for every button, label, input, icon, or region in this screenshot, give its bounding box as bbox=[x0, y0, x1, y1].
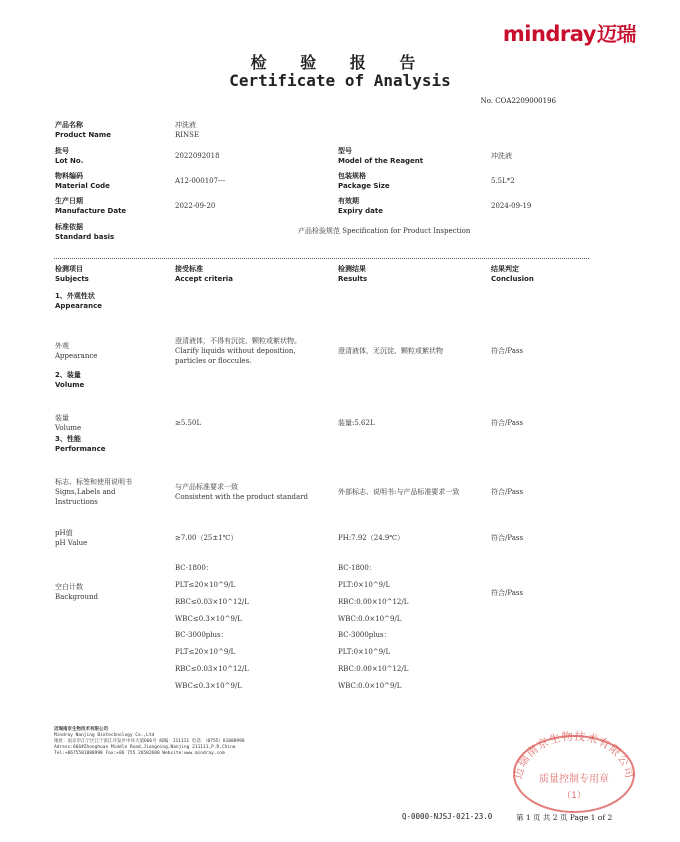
bc3000-results: BC-3000plus： PLT:0×10^9/L RBC:0.00×10^12/L WBC:0.0×10^9/L bbox=[338, 631, 409, 690]
ph-subject: pH值 pH Value bbox=[55, 529, 88, 547]
lot-no-value: 2022092018 bbox=[175, 152, 220, 160]
volume-conclusion: 符合/Pass bbox=[491, 419, 524, 427]
quality-control-stamp bbox=[508, 722, 640, 814]
footer-company-info: 迈瑞南京生物技术有限公司 Mindray Nanjing Biotechnology Co.,Ltd 地址：南京市江宁区江宁滨江开发区中环大道666号 邮编：211111 电话：（0755）81888998 Adress:666#Zhonghuan Middle Road,Jiangning,Nanjing 211111,P.R.China Tel:+8675581888998 Fax:+86 755 26582680 Website:www.mindray.com bbox=[54, 727, 245, 756]
ph-conclusion: 符合/Pass bbox=[491, 534, 524, 542]
document-number: No. COA2209000196 bbox=[480, 97, 556, 105]
product-name-value: 冲洗液 RINSE bbox=[175, 121, 200, 139]
labels-conclusion: 符合/Pass bbox=[491, 488, 524, 496]
model-label: 型号 Model of the Reagent bbox=[338, 147, 424, 165]
volume-result: 装量:5.62L bbox=[338, 419, 375, 427]
ph-result: PH:7.92（24.9℃） bbox=[338, 534, 405, 542]
appearance-subject: 外观 Appearance bbox=[55, 342, 98, 360]
manufacture-date-value: 2022-09-20 bbox=[175, 202, 216, 210]
expiry-date-label: 有效期 Expiry date bbox=[338, 197, 383, 215]
form-number: Q-0000-NJSJ-021-23.0 bbox=[402, 812, 493, 821]
col-subjects: 检测项目 Subjects bbox=[55, 265, 89, 283]
material-code-label: 物料编码 Material Code bbox=[55, 172, 110, 190]
section-volume: 2、装量 Volume bbox=[55, 371, 85, 389]
labels-subject: 标志、标签和使用说明书 Signs,Labels and Instructions bbox=[55, 478, 132, 506]
ph-criteria: ≥7.00（25±1℃） bbox=[175, 534, 238, 542]
title-english: Certificate of Analysis bbox=[229, 71, 451, 90]
volume-criteria: ≥5.50L bbox=[175, 419, 202, 427]
background-conclusion: 符合/Pass bbox=[491, 589, 524, 597]
background-subject: 空白计数 Background bbox=[55, 583, 99, 601]
stamp-number: （1） bbox=[562, 791, 586, 801]
labels-criteria: 与产品标准要求一致 Consistent with the product standard bbox=[175, 483, 309, 501]
package-size-label: 包装规格 Package Size bbox=[338, 172, 390, 190]
col-results: 检测结果 Results bbox=[338, 265, 368, 283]
expiry-date-value: 2024-09-19 bbox=[491, 202, 532, 210]
mindray-logo bbox=[503, 18, 636, 47]
col-conclusion: 结果判定 Conclusion bbox=[491, 265, 534, 283]
appearance-conclusion: 符合/Pass bbox=[491, 347, 524, 355]
manufacture-date-label: 生产日期 Manufacture Date bbox=[55, 197, 127, 215]
bc1800-criteria: BC-1800： PLT≤20×10^9/L RBC≤0.03×10^12/L WBC≤0.3×10^9/L bbox=[175, 564, 249, 623]
product-name-label: 产品名称 Product Name bbox=[55, 121, 111, 139]
model-value: 冲洗液 bbox=[491, 152, 512, 160]
material-code-value: A12-000107--- bbox=[175, 177, 226, 185]
page-number: 第 1 页 共 2 页 Page 1 of 2 bbox=[516, 813, 613, 822]
labels-result: 外部标志、说明书:与产品标准要求一致 bbox=[338, 488, 460, 496]
title-chinese: 检 验 报 告 bbox=[250, 53, 430, 72]
volume-subject: 装量 Volume bbox=[55, 414, 82, 432]
bc1800-results: BC-1800： PLT:0×10^9/L RBC:0.00×10^12/L WBC:0.0×10^9/L bbox=[338, 564, 409, 623]
section-performance: 3、性能 Performance bbox=[55, 435, 106, 453]
stamp-sub-text: 质量控制专用章 bbox=[539, 774, 609, 785]
col-criteria: 接受标准 Accept criteria bbox=[175, 265, 233, 283]
logo-text-cn: 迈瑞 bbox=[597, 22, 636, 46]
package-size-value: 5.5L*2 bbox=[491, 177, 515, 185]
lot-no-label: 批号 Lot No. bbox=[55, 147, 84, 165]
logo-text-en: mindray bbox=[502, 22, 596, 46]
standard-basis-value: 产品检验规范 Specification for Product Inspection bbox=[298, 227, 471, 235]
standard-basis-label: 标准依据 Standard basis bbox=[55, 223, 115, 241]
bc3000-criteria: BC-3000plus： PLT≤20×10^9/L RBC≤0.03×10^12/L WBC≤0.3×10^9/L bbox=[175, 631, 249, 690]
section-appearance: 1、外观性状 Appearance bbox=[55, 292, 102, 310]
divider bbox=[54, 258, 589, 259]
appearance-result: 澄清液体，无沉淀、颗粒或絮状物 bbox=[338, 347, 443, 355]
appearance-criteria: 澄清液体，不得有沉淀、颗粒或絮状物。 Clarify liquids without deposition, particles or floccules. bbox=[175, 337, 301, 365]
stamp-arc-text: 迈瑞南京生物技术有限公司 bbox=[511, 729, 637, 781]
